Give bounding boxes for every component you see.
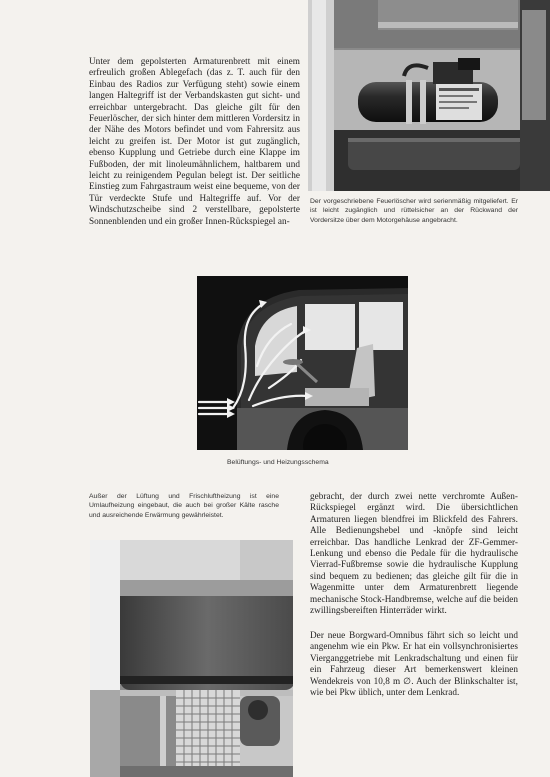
photo-heater bbox=[90, 540, 293, 777]
caption-ventilation-diagram: Belüftungs- und Heizungsschema bbox=[227, 459, 329, 466]
ventilation-diagram-image bbox=[197, 276, 408, 450]
fire-extinguisher-image bbox=[308, 0, 550, 191]
diagram-ventilation bbox=[197, 276, 408, 450]
body-text-top-left: Unter dem gepolsterten Armaturenbrett mit einem erfreulich großen Ablegefach (das z. T. auch für den Einbau des Radios zur Verfügung steht) sowie einem langen Haltegriff ist der Verbandskasten gut sicht- und erreichbar untergebracht. Das gleiche gilt für den Feuerlöscher, der sich hinter dem mittleren Vordersitz in der Nähe des Motors befindet und vom Fahrersitz aus leicht zu greifen ist. Der Motor ist gut zugänglich, ebenso Kupplung und Getriebe durch eine Klappe im Fußboden, der mit linoleumähnlichem, haltbarem und leicht zu reinigendem Pegulan belegt ist. Der seitliche Einstieg zum Fahrgastraum weist eine bequeme, von der Tür verdeckte Stufe und Haltegriffe auf. Vor der Windschutzscheibe sind 2 verstellbare, gepolsterte Sonnenblenden und ein großer Innen-Rückspiegel an- bbox=[89, 56, 300, 226]
caption-heater: Außer der Lüftung und Frischluftheizung ist eine Umlaufheizung eingebaut, die auch bei großer Kälte rasche und ausreichende Erwärmung gewährleistet. bbox=[89, 493, 279, 519]
body-text-right-2: Der neue Borgward-Omnibus fährt sich so leicht und angenehm wie ein Pkw. Er hat ein vollsynchronisiertes Vierganggetriebe mit Lenkradschaltung und einen für ein Fahrzeug dieser Art bemerkenswert kleinen Wendekreis von 10,8 m ∅. Auch der Blinkschalter ist, wie bei Pkw üblich, unter dem Lenkrad. bbox=[310, 630, 518, 698]
photo-fire-extinguisher bbox=[308, 0, 550, 191]
caption-fire-extinguisher: Der vorgeschriebene Feuerlöscher wird serienmäßig mitgeliefert. Er ist leicht zugänglich und rüttelsicher an der Rückwand der Vordersitze über dem Motorgehäuse angebracht. bbox=[310, 198, 518, 224]
heater-image bbox=[90, 540, 293, 777]
body-text-right-1: gebracht, der durch zwei nette verchromte Außen-Rückspiegel ergänzt wird. Die übersichtlichen Armaturen liegen blendfrei im Blickfeld des Fahrers. Alle Bedienungshebel und -knöpfe sind leicht erreichbar. Das handliche Lenkrad der ZF-Gemmer-Lenkung und ebenso die Pedale für die hydraulische Vierrad-Fußbremse sowie die hydraulische Kupplung sind bequem zu bedienen; das gleiche gilt für die in Wagenmitte unter dem Armaturenbrett liegende mechanische Stock-Handbremse, welche auf die beiden zwillingsbereiften Hinterräder wirkt. bbox=[310, 491, 518, 616]
